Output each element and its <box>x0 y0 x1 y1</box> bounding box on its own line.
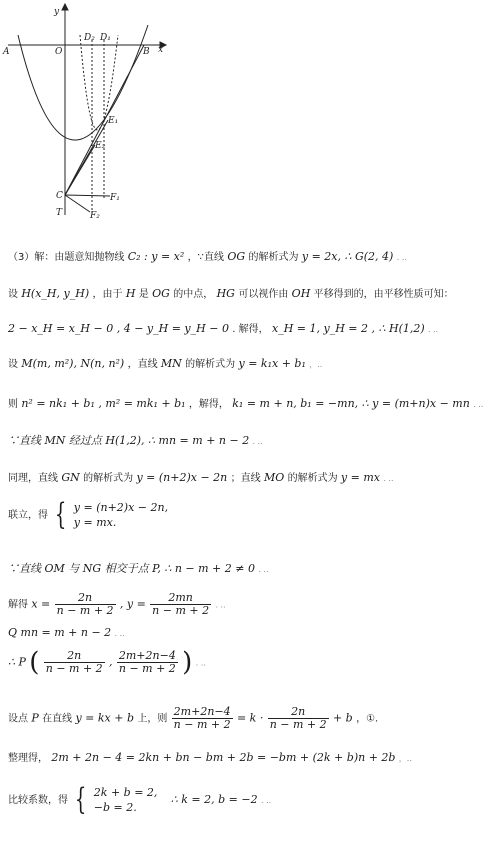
segment-c-f2 <box>65 195 90 212</box>
fraction: $\frac{2m+2n-4}{n - m + 2}$ <box>173 705 231 731</box>
fraction: $\frac{2n}{n - m + 2}$ <box>269 705 327 731</box>
line-2: 设 H(x_H, y_H) ，由于 H 是 OG 的中点， HG 可以视作由 OH 平移得到的，由平移性质可知： <box>8 287 454 300</box>
fraction: $\frac{2m+2n-4}{n - m + 2}$ <box>118 649 176 675</box>
line-10: 解得 x = $\frac{2n}{n - m + 2}$ , y = $\frac{2mn}{n - m + 2}$ . .. <box>8 591 226 617</box>
line-4: 设 M(m, m²), N(n, n²) ，直线 MN 的解析式为 y = k₁x + b₁ ，.. <box>8 357 323 370</box>
fraction: $\frac{2mn}{n - m + 2}$ <box>152 591 210 617</box>
fraction: $\frac{2n}{n - m + 2}$ <box>45 649 103 675</box>
fraction: $\frac{2n}{n - m + 2}$ <box>56 591 114 617</box>
label-a: A <box>3 47 10 57</box>
line-14: 整理得， 2m + 2n − 4 = 2kn + bn − bm + 2b = −bm + (2k + b)n + 2b ，.. <box>8 751 412 764</box>
label-b: B <box>143 47 150 57</box>
label-o: O <box>55 47 63 57</box>
line-12: ∴ P ( $\frac{2n}{n - m + 2}$ , $\frac{2m+2n-4}{n - m + 2}$ ) . .. <box>8 647 206 678</box>
line-6: ∵直线 MN 经过点 H(1,2), ∴ mn = m + n − 2 . .. <box>8 434 263 447</box>
segment-c-f1 <box>65 195 110 196</box>
label-e1: E₁ <box>108 116 119 126</box>
line-11: Q mn = m + n − 2 . .. <box>8 626 125 639</box>
y-axis-arrow <box>62 4 68 10</box>
label-x: x <box>158 45 164 55</box>
label-f2: F₂ <box>90 211 100 221</box>
label-y: y <box>54 7 60 17</box>
label-c: C <box>56 191 63 201</box>
line-7: 同理，直线 GN 的解析式为 y = (n+2)x − 2n ；直线 MO 的解析式为 y = mx . .. <box>8 471 394 484</box>
label-t: T <box>56 208 63 218</box>
label-e2: E₂ <box>95 141 106 151</box>
line-8: 联立，得 { y = (n+2)x − 2n, y = mx. <box>8 497 169 532</box>
label-d1: D₁ <box>100 33 111 43</box>
line-13: 设点 P 在直线 y = kx + b 上，则 $\frac{2m+2n-4}{n - m + 2}$ = k · $\frac{2n}{n - m + 2}$ + b ，①． <box>8 705 386 731</box>
parabola-figure <box>0 0 503 240</box>
line-1: （3）解：由题意知抛物线 C₂ : y = x² ，∵直线 OG 的解析式为 y = 2x, ∴ G(2, 4) . .. <box>8 250 407 263</box>
segment-ce2 <box>65 145 95 195</box>
parabola-c1 <box>18 25 148 140</box>
label-f1: F₁ <box>110 193 120 203</box>
line-15: 比较系数，得 { 2k + b = 2, −b = 2. ∴ k = 2, b = −2 . .. <box>8 782 272 817</box>
system-1: y = (n+2)x − 2n, y = mx. <box>73 501 169 529</box>
line-9: ∵直线 OM 与 NG 相交于点 P, ∴ n − m + 2 ≠ 0 . .. <box>8 562 269 575</box>
label-d2: D₂ <box>84 33 95 43</box>
line-3: 2 − x_H = x_H − 0 , 4 − y_H = y_H − 0 . 解得， x_H = 1, y_H = 2 , ∴ H(1,2) . .. <box>8 322 439 335</box>
system-2: 2k + b = 2, −b = 2. <box>93 786 158 814</box>
line-5: 则 n² = nk₁ + b₁ , m² = mk₁ + b₁ ，解得， k₁ = m + n, b₁ = −mn, ∴ y = (m+n)x − mn . .. <box>8 397 484 410</box>
